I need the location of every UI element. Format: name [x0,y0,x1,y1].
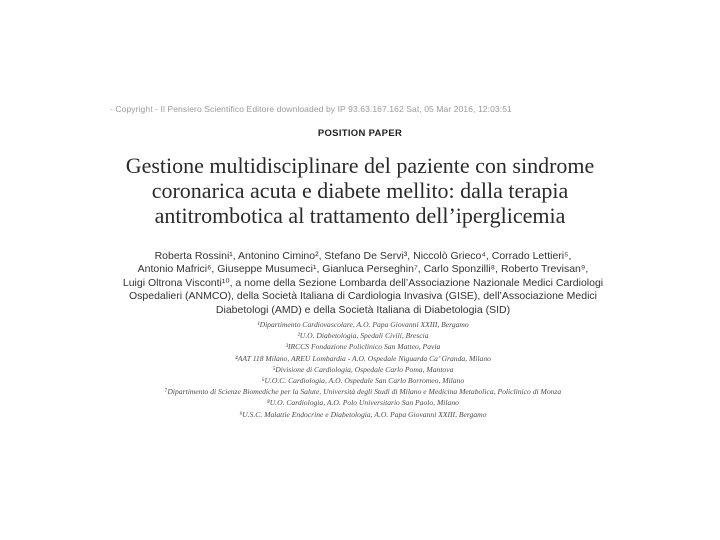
affiliation-line: ⁸U.O. Cardiologia, A.O. Polo Universitario San Paolo, Milano [267,398,459,408]
affiliation-line: ⁶U.O.C. Cardiologia, A.O. Ospedale San Carlo Borromeo, Milano [261,376,465,386]
affiliation-line: ⁷Dipartimento di Scienze Biomediche per la Salute, Università degli Studi di Milano e Medicina Metabolica, Policlinico di Monza [164,387,562,397]
title-line: coronarica acuta e diabete mellito: dalla terapia [151,178,569,203]
section-label: POSITION PAPER [317,128,403,139]
affiliation-line: ³IRCCS Fondazione Policlinico San Matteo, Pavia [285,342,441,352]
affiliation-list [120,319,606,420]
title-line: antitrombotica al trattamento dell’iperglicemia [154,203,566,228]
author-list [120,250,606,317]
affiliation-line: ¹Dipartimento Cardiovascolare, A.O. Papa Giovanni XXIII, Bergamo [257,320,469,329]
title-line: Gestione multidisciplinare del paziente con sindrome [125,153,595,178]
author-line: Ospedalieri (ANMCO), della Società Italiana di Cardiologia Invasiva (GISE), dell’Associazione Medici [128,290,598,303]
author-line: Diabetologi (AMD) e della Società Italiana di Diabetologia (SID) [215,303,511,316]
affiliation-line: ²U.O. Diabetologia, Spedali Civili, Brescia [297,331,429,341]
paper-title [90,153,630,228]
author-line: Luigi Oltrona Visconti¹⁰, a nome della Sezione Lombarda dell’Associazione Nazionale Medici Cardiologi [122,276,604,289]
affiliation-line: ⁵Divisione di Cardiologia, Ospedale Carlo Poma, Mantova [272,364,454,374]
affiliation-line: ⁹U.S.C. Malattie Endocrine e Diabetologia, A.O. Papa Giovanni XXIII, Bergamo [239,409,487,419]
author-line: Antonio Mafrici⁶, Giuseppe Musumeci¹, Gianluca Perseghin⁷, Carlo Sponzilli⁸, Roberto Trevisan⁹, [137,263,589,276]
affiliation-line: ⁴AAT 118 Milano, AREU Lombardia - A.O. Ospedale Niguarda Ca’ Granda, Milano [235,353,491,363]
copyright-line: - Copyright - Il Pensiero Scientifico Editore downloaded by IP 93.63.167.162 Sat, 05 Mar 2016, 12:03:51 [110,104,512,114]
author-line: Roberta Rossini¹, Antonino Cimino², Stefano De Servi³, Niccolò Grieco⁴, Corrado Lettieri⁵, [154,250,572,262]
